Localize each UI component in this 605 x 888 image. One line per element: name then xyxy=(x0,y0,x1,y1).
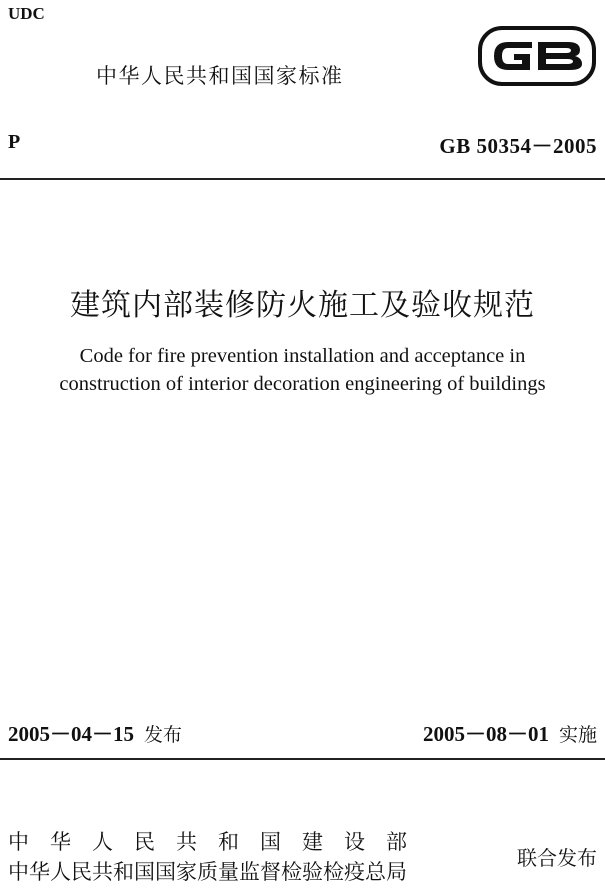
standard-type: 中华人民共和国国家标准 xyxy=(96,64,344,88)
implementation-date-block xyxy=(423,718,597,748)
issuer-aqsiq: 中华人民共和国国家质量监督检验检疫总局 xyxy=(8,860,407,884)
category-code: P xyxy=(8,131,21,153)
top-divider xyxy=(0,178,605,180)
implementation-label: 实施 xyxy=(558,724,597,746)
bottom-divider xyxy=(0,758,605,760)
title-english xyxy=(0,342,605,398)
gb-logo xyxy=(478,26,596,86)
issuer-ministry-of-construction: 中华人民共和国建设部 xyxy=(8,830,428,854)
issue-date: 2005－04－15 xyxy=(8,722,134,746)
title-english-line2: construction of interior decoration engineering of buildings xyxy=(59,373,546,395)
issue-label: 发布 xyxy=(144,724,183,746)
issue-date-block xyxy=(8,718,182,748)
gb-logo-text: GB xyxy=(478,26,480,27)
title-english-line1: Code for fire prevention installation and acceptance in xyxy=(79,345,526,367)
joint-issue-label: 联合发布 xyxy=(517,846,597,870)
title-chinese: 建筑内部装修防火施工及验收规范 xyxy=(70,288,535,323)
implementation-date: 2005－08－01 xyxy=(422,722,549,746)
standard-number: GB 50354－2005 xyxy=(439,134,597,158)
udc-label: UDC xyxy=(8,4,45,23)
